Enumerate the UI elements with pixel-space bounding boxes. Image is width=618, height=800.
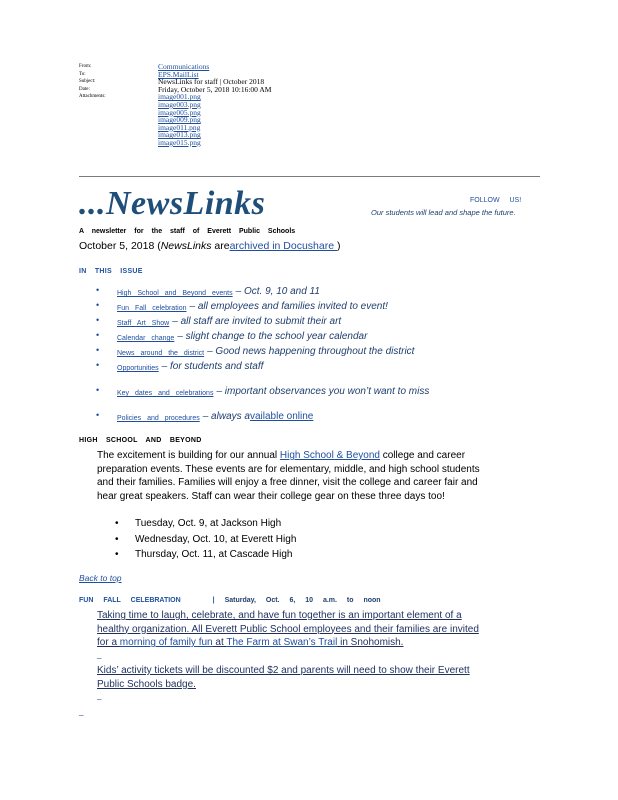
toc-item: • Policies and procedures – always available online <box>96 410 314 422</box>
toc-item: • Opportunities – for students and staff <box>96 360 264 372</box>
attachment-link[interactable]: image013.png <box>158 130 201 140</box>
fun-title: FUN FALL CELEBRATION <box>79 597 181 604</box>
list-item: • Thursday, Oct. 11, at Cascade High <box>115 547 296 563</box>
fun-heading <box>79 597 381 604</box>
newsletter-subline: A newsletter for the staff of Everett Public Schools <box>79 228 296 235</box>
toc-item: • Fun Fall celebration – all employees and families invited to event! <box>96 300 388 312</box>
email-attachments-row <box>79 93 271 146</box>
from-label: From: <box>79 64 92 69</box>
toc-link[interactable]: High School and Beyond events <box>117 290 233 297</box>
toc-item: • News around the district – Good news happening throughout the district <box>96 345 415 357</box>
toc-desc: – always available online <box>202 411 314 422</box>
issue-date-line <box>79 240 340 252</box>
list-item: • Tuesday, Oct. 9, at Jackson High <box>115 516 296 532</box>
toc-link[interactable]: Staff Art Show <box>117 320 170 327</box>
attachments-list <box>158 93 201 146</box>
family-fun-link[interactable]: morning of family fun <box>119 637 213 649</box>
hsb-dates-list <box>115 516 296 563</box>
toc-desc: – all employees and families invited to event! <box>189 301 388 312</box>
subject-label: Subject: <box>79 79 96 85</box>
email-header <box>79 63 271 147</box>
available-online-link[interactable]: vailable online <box>249 411 314 422</box>
date-are: are <box>211 240 230 252</box>
from-value[interactable]: Communications <box>158 62 210 71</box>
attachments-label: Attachments: <box>79 94 106 100</box>
toc-desc: – all staff are invited to submit their art <box>172 316 342 327</box>
follow-us-link[interactable]: FOLLOW US! <box>470 197 522 204</box>
hsb-link[interactable]: High School & Beyond <box>279 450 380 461</box>
attachment-link[interactable]: image003.png <box>158 99 201 109</box>
toc-link[interactable]: Key dates and celebrations <box>117 390 214 397</box>
toc-desc: – Good news happening throughout the district <box>207 346 415 357</box>
toc-item: • Calendar change – slight change to the school year calendar <box>96 330 368 342</box>
toc-item: • High School and Beyond events – Oct. 9, 10 and 11 <box>96 285 320 297</box>
separator-dash: _ <box>79 707 84 716</box>
subject-value: NewsLinks for staff | October 2018 <box>158 77 265 87</box>
toc-list <box>97 282 429 422</box>
toc-link[interactable]: Policies and procedures <box>117 415 200 422</box>
back-to-top-link[interactable]: Back to top <box>79 573 122 583</box>
farm-link[interactable]: The Farm at Swan’s Trail <box>226 637 338 649</box>
fun-paragraph: Taking time to laugh, celebrate, and have fun together is an important element of a healthy organization. All Everett Public School employees and their families are invited for a morning of family fun at The Farm at Swan’s Trail in Snohomish. <box>97 610 479 649</box>
to-value[interactable]: EPS.MailList <box>158 69 199 79</box>
toc-item: • Staff Art Show – all staff are invited to submit their art <box>96 315 342 327</box>
tagline: Our students will lead and shape the future. <box>371 208 516 217</box>
attachment-link[interactable]: image005.png <box>158 107 201 117</box>
attachment-link[interactable]: image001.png <box>158 92 201 102</box>
attachment-link[interactable]: image015.png <box>158 137 201 147</box>
header-divider <box>79 176 540 177</box>
newsletter-title: ...NewsLinks <box>79 185 266 222</box>
newsletter-name-italic: NewsLinks <box>160 240 212 252</box>
archive-link[interactable]: archived in Docushare <box>229 240 337 252</box>
to-label: To: <box>79 71 86 77</box>
date-suffix: ) <box>336 240 341 252</box>
toc-link[interactable]: Opportunities <box>117 365 159 372</box>
attachment-link[interactable]: image009.png <box>158 115 201 125</box>
separator-dash: _ <box>97 691 102 700</box>
list-item: • Wednesday, Oct. 10, at Everett High <box>115 532 296 548</box>
toc-desc: – Oct. 9, 10 and 11 <box>235 286 320 297</box>
date-value: Friday, October 5, 2018 10:16:00 AM <box>158 84 272 94</box>
toc-link[interactable]: News around the district <box>117 350 205 357</box>
fun-paragraph-2: Kids’ activity tickets will be discounted $2 and parents will need to show their Everett Public Schools badge. <box>97 665 470 690</box>
toc-desc: – for students and staff <box>161 361 264 372</box>
toc-link[interactable]: Fun Fall celebration <box>117 305 187 312</box>
date-label: Date: <box>79 86 90 92</box>
fun-date: Saturday, Oct. 6, 10 a.m. to noon <box>224 597 381 604</box>
toc-desc: – slight change to the school year calendar <box>177 331 368 342</box>
attachment-link[interactable]: image011.png <box>158 122 201 132</box>
issue-date: October 5, 2018 ( <box>79 240 161 252</box>
toc-desc: – important observances you won’t want to miss <box>216 386 430 397</box>
hsb-paragraph: The excitement is building for our annual High School & Beyond college and career preparation events. These events are for elementary, middle, and high school students and their families. Families will enjoy a free dinner, visit the college and career fair and hear great speakers. Staff can wear their college gear on these three days too! <box>97 450 480 502</box>
fun-separator: | <box>212 597 215 604</box>
toc-link[interactable]: Calendar change <box>117 335 175 342</box>
in-this-issue-heading: IN THIS ISSUE <box>79 268 143 275</box>
separator-dash: _ <box>97 650 102 659</box>
hsb-heading: HIGH SCHOOL AND BEYOND <box>79 437 202 444</box>
toc-item: • Key dates and celebrations – important observances you won’t want to miss <box>96 385 430 397</box>
